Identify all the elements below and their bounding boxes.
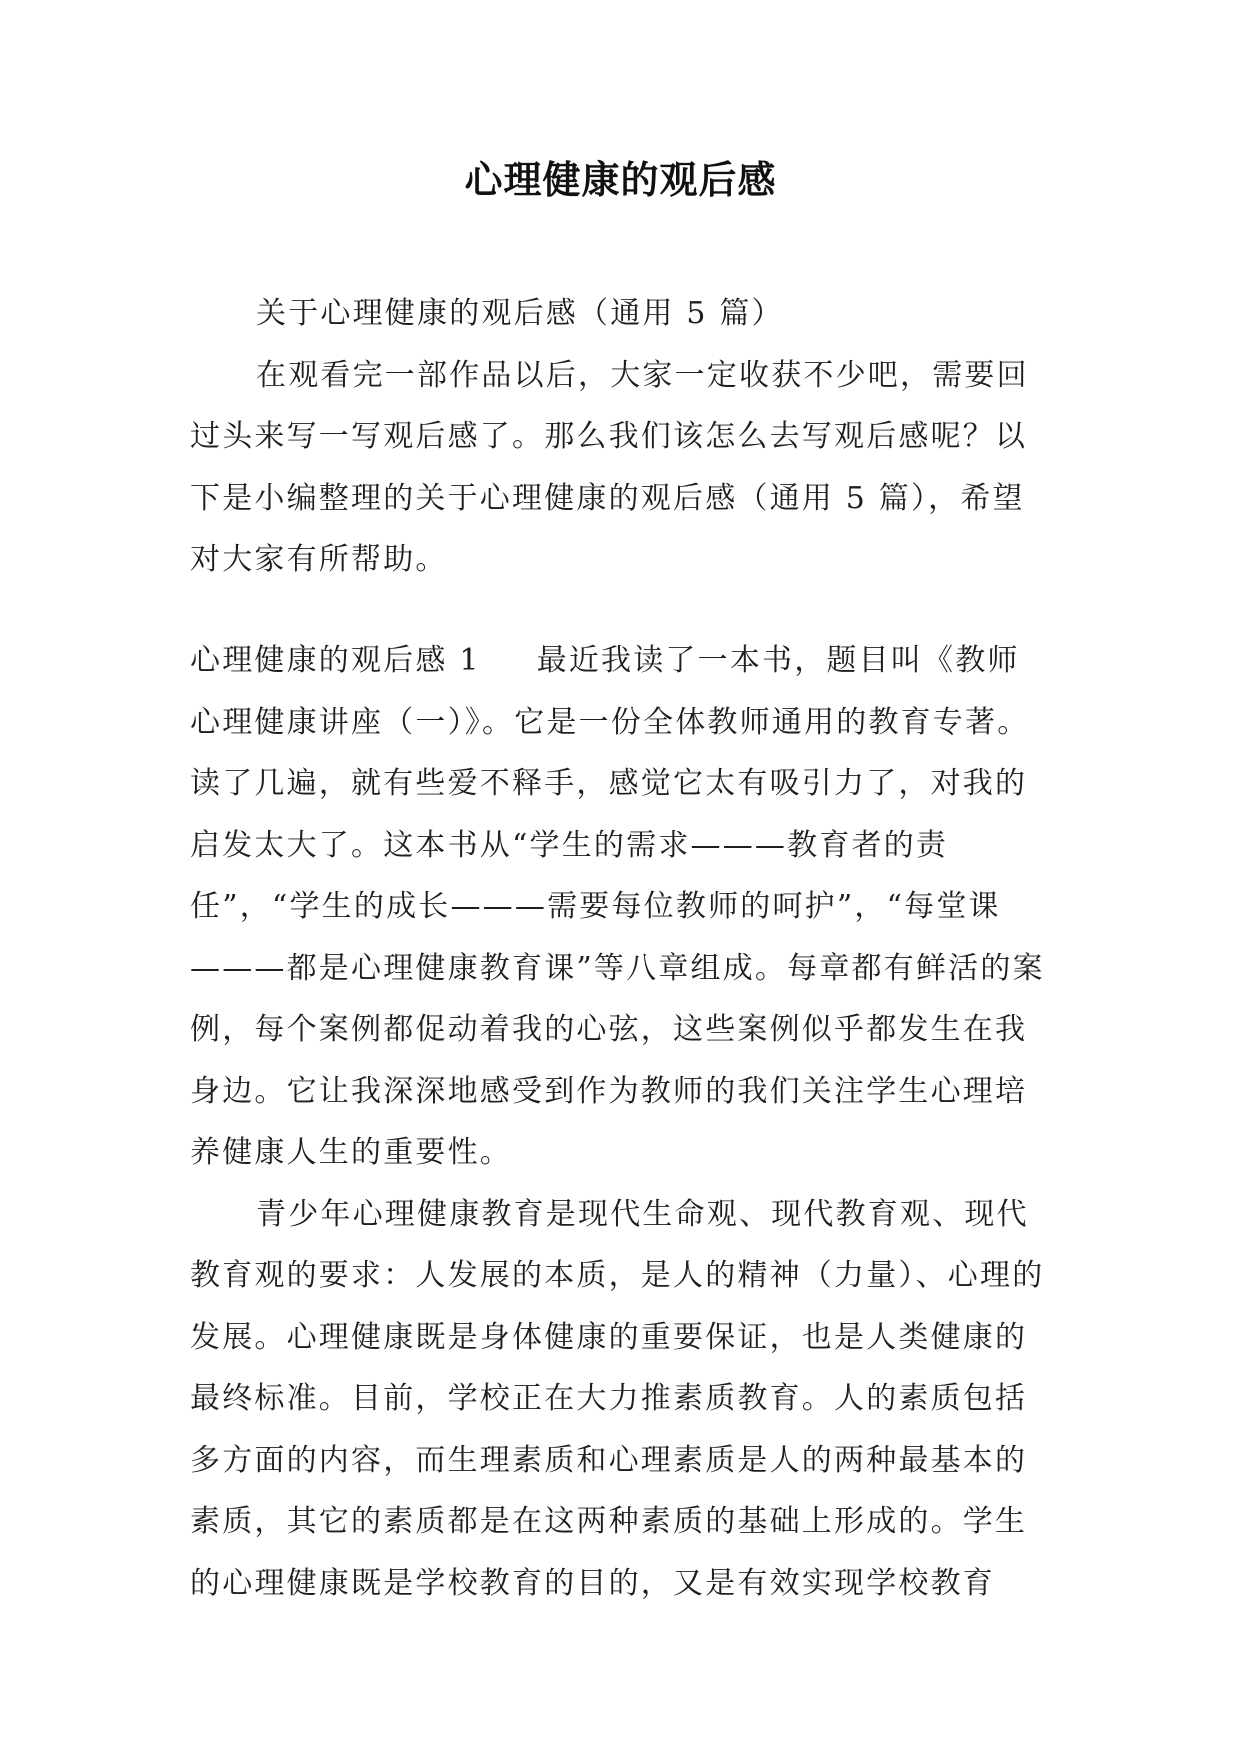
section-1-block bbox=[190, 630, 1050, 1614]
section-1-paragraph-1 bbox=[190, 630, 1050, 1184]
intro-subtitle: 关于心理健康的观后感（通用 5 篇） bbox=[256, 296, 784, 331]
intro-block bbox=[190, 283, 1050, 591]
section-1-heading: 心理健康的观后感 1 bbox=[190, 643, 481, 678]
document-title: 心理健康的观后感 bbox=[464, 158, 777, 202]
section-1-paragraph-2: 青少年心理健康教育是现代生命观、现代教育观、现代教育观的要求：人发展的本质，是人的精神（力量）、心理的发展。心理健康既是身体健康的重要保证，也是人类健康的最终标准。目前，学校正在大力推素质教育。人的素质包括多方面的内容，而生理素质和心理素质是人的两种最基本的素质，其它的素质都是在这两种素质的基础上形成的。学生的心理健康既是学校教育的目的，又是有效实现学校教育 bbox=[190, 1196, 1045, 1601]
intro-lead-paragraph: 在观看完一部作品以后，大家一定收获不少吧，需要回过头来写一写观后感了。那么我们该怎么去写观后感呢？以下是小编整理的关于心理健康的观后感（通用 5 篇），希望对大家有所帮助。 bbox=[190, 357, 1029, 577]
section-1-paragraph-1-text: 最近我读了一本书，题目叫《教师心理健康讲座（一）》。它是一份全体教师通用的教育专著。读了几遍，就有些爱不释手，感觉它太有吸引力了，对我的启发太大了。这本书从“学生的需求———教育者的责任”，“学生的成长———需要每位教师的呵护”，“每堂课———都是心理健康教育课”等八章组成。每章都有鲜活的案例，每个案例都促动着我的心弦，这些案例似乎都发生在我身边。它让我深深地感受到作为教师的我们关注学生心理培养健康人生的重要性。 bbox=[190, 643, 1045, 1170]
